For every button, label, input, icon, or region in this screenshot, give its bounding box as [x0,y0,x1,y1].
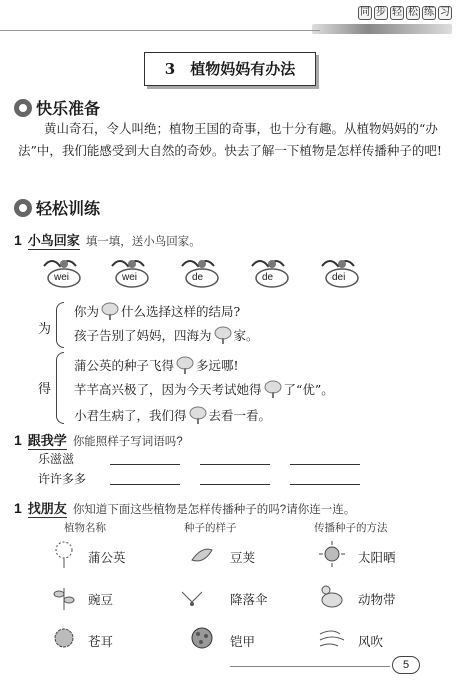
section-title: 快乐准备 [36,99,101,118]
bird-icon [318,256,366,290]
exercise-3-title [14,498,355,518]
column-heading: 传播种子的方法 [314,522,388,534]
sentence-line [74,406,271,424]
prompt-word: 许许多多 [38,472,87,486]
tree-icon[interactable] [101,302,119,320]
series-char: 松 [408,7,418,18]
sentence-line [74,302,240,320]
bird-pinyin: de [262,272,274,283]
exercise-1-title [14,230,201,250]
pea-pod-icon [188,540,216,568]
seed-shape[interactable]: 铠甲 [230,634,256,649]
exercise-number: 1 [14,232,22,248]
answer-blank[interactable] [110,484,180,485]
parachute-seed-icon [178,582,206,610]
section-title: 轻松训练 [36,199,101,218]
sentence-text: 芊芊高兴极了，因为今天考试她得 [74,382,262,397]
plant-name[interactable]: 蒲公英 [88,550,126,565]
exercise-instruction: 你知道下面这些植物是怎样传播种子的吗?请你连一连。 [72,504,356,516]
series-char: 步 [376,7,386,18]
answer-blank[interactable] [200,484,270,485]
seed-shape[interactable]: 豆荚 [230,550,256,565]
answer-blank[interactable] [200,464,270,465]
character-icon [14,199,32,217]
sentence-text: 了“优”。 [283,382,334,397]
exercise-name: 跟我学 [28,430,67,450]
animal-icon [318,582,346,610]
series-char: 轻 [392,7,402,18]
tree-icon[interactable] [264,380,282,398]
page-number: 5 [392,656,420,674]
answer-blank[interactable] [290,484,360,485]
sentence-text: 小君生病了，我们得 [74,408,187,423]
series-char: 习 [440,7,450,18]
answer-blank[interactable] [290,464,360,465]
column-heading: 种子的样子 [184,522,237,534]
exercise-name: 找朋友 [28,498,67,518]
bird-icon [178,256,226,290]
answer-blank[interactable] [110,464,180,465]
column-heading: 植物名称 [64,522,106,534]
sentence-line [74,356,239,374]
tree-icon[interactable] [214,326,232,344]
bird-pinyin: de [192,272,204,283]
character-icon [14,99,32,117]
sentence-text: 什么选择这样的结局? [121,304,241,319]
header-rule [0,30,320,31]
header-band [312,24,452,34]
sentence-line [74,380,334,398]
sentence-line [74,326,259,344]
series-label [358,6,452,20]
section-header-happy-prep [14,96,100,119]
bird-icon [40,256,88,290]
group-char: 得 [38,382,52,397]
series-char: 练 [424,7,434,18]
exercise-instruction: 你能照样子写词语吗? [72,436,183,448]
pea-plant-icon [50,582,78,610]
sentence-text: 去看一看。 [208,408,272,423]
exercise-number: 1 [14,500,22,516]
sentence-text: 家。 [233,328,259,343]
plant-name[interactable]: 豌豆 [88,592,114,607]
example-word: 乐滋滋 [38,452,75,466]
section-header-easy-practice [14,196,100,219]
wind-icon [318,624,346,652]
exercise-2-title [14,430,183,450]
sentence-text: 蒲公英的种子飞得 [74,358,175,373]
lesson-title: 3 植物妈妈有办法 [144,52,316,86]
bird-icon [108,256,156,290]
tree-icon[interactable] [176,356,194,374]
exercise-instruction: 填一填，送小鸟回家。 [85,236,201,248]
sun-icon [318,540,346,568]
series-char: 同 [360,7,370,18]
exercise-number: 1 [14,432,22,448]
dandelion-icon [50,540,78,568]
sentence-text: 多远哪! [196,358,239,373]
exercise-name: 小鸟回家 [28,230,80,250]
bird-pinyin: wei [54,272,70,283]
sentence-text: 孩子告别了妈妈，四海为 [74,328,212,343]
bird-icon [248,256,296,290]
plant-name[interactable]: 苍耳 [88,634,114,649]
bird-pinyin: dei [332,272,346,283]
spread-method[interactable]: 动物带 [358,592,396,607]
footer-rule [230,666,390,667]
spread-method[interactable]: 风吹 [358,634,384,649]
bird-pinyin: wei [122,272,138,283]
tree-icon[interactable] [189,406,207,424]
group-char: 为 [38,322,52,337]
spread-method[interactable]: 太阳晒 [358,550,396,565]
group-bracket [56,302,64,348]
group-bracket [56,352,64,424]
intro-paragraph: 黄山奇石，令人叫绝；植物王国的奇事，也十分有趣。从植物妈妈的“办法”中，我们能感受到大自然的奇妙。快去了解一下植物是怎样传播种子的吧! [18,121,442,158]
seed-shape[interactable]: 降落伞 [230,592,268,607]
armor-seed-icon [188,624,216,652]
sentence-text: 你为 [74,304,100,319]
cocklebur-icon [50,624,78,652]
